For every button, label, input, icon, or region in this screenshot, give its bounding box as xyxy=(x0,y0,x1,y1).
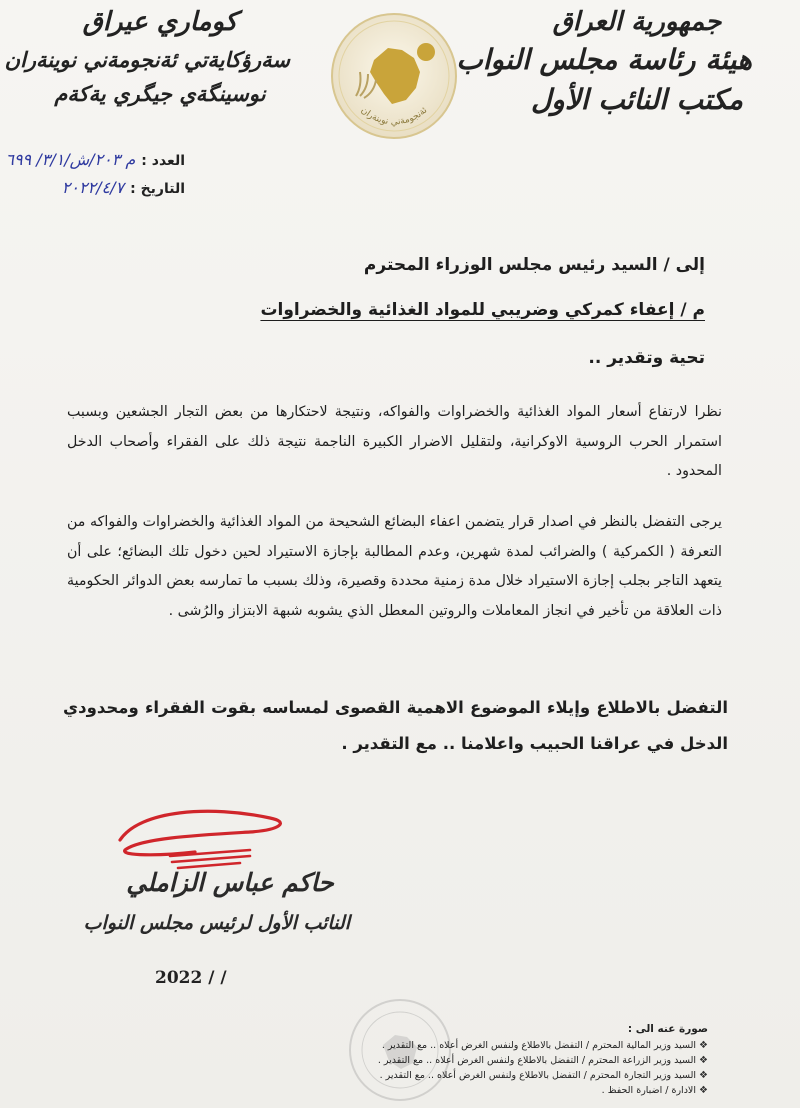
signatory-name: حاكم عباس الزاملي xyxy=(126,868,334,897)
copies-item-text: السيد وزير الزراعة المحترم / التفضل بالاطلاع ولنفس الغرض أعلاه .. مع التقدير . xyxy=(377,1055,696,1066)
signatory-title: النائب الأول لرئيس مجلس النواب xyxy=(83,912,350,934)
bullet-icon: ❖ xyxy=(699,1085,708,1096)
recipient-line: إلى / السيد رئيس مجلس الوزراء المحترم xyxy=(363,255,705,275)
copies-item xyxy=(308,1038,708,1053)
header-office-kurdish: نوسينگةي جيگري يةكةم xyxy=(54,81,266,107)
copies-item xyxy=(308,1053,708,1068)
greeting-line: تحية وتقدير .. xyxy=(588,348,705,368)
reference-number-label: العدد : xyxy=(141,153,185,169)
header-presidency: هيئة رئاسة مجلس النواب xyxy=(456,42,752,76)
body-paragraph-2: يرجى التفضل بالنظر في اصدار قرار يتضمن اعفاء البضائع الشحيحة من المواد الغذائية والخضراوات والفواكه من التعرفة ( الكمركية ) والضرائب لمدة شهرين، وعدم المطالبة بإجازة الاستيراد لحين دخول تلك البضائع؛ على أن يتعهد التاجر بجلب إجازة الاستيراد خلال مدة زمنية محددة وقصيرة، وذلك بسبب ما تمارسه بعض الدوائر الحكومية ذات العلاقة من تأخير في انجاز المعاملات والروتين المعطل الذي يشوبه شبهة الابتزاز والرُشى . xyxy=(67,514,722,619)
subject-line: م / إعفاء كمركي وضريبي للمواد الغذائية والخضراوات xyxy=(260,300,705,320)
header-country-kurdish: كوماري عيراق xyxy=(82,7,238,37)
copies-item-text: الادارة / اضبارة الحفظ . xyxy=(601,1085,696,1096)
header-office: مكتب النائب الأول xyxy=(530,83,744,117)
copies-item-text: السيد وزير المالية المحترم / التفضل بالاطلاع ولنفس الغرض أعلاه .. مع التقدير . xyxy=(381,1040,696,1051)
parliament-logo-icon xyxy=(326,8,462,144)
reference-number-row xyxy=(5,150,185,178)
header-country: جمهورية العراق xyxy=(552,7,722,37)
copies-item-text: السيد وزير التجارة المحترم / التفضل بالاطلاع ولنفس الغرض أعلاه .. مع التقدير . xyxy=(379,1070,696,1081)
reference-number-value: م ٢٠٣/ش/٣/١/ ٦٩٩ xyxy=(5,150,136,169)
logo-text: ئةنجومةني نوينةران xyxy=(358,105,430,128)
bullet-icon: ❖ xyxy=(699,1070,708,1081)
header-arabic xyxy=(456,7,752,117)
copies-block xyxy=(308,1023,708,1098)
copies-item xyxy=(308,1068,708,1083)
signature-date: 2022 / / xyxy=(155,968,227,988)
header-kurdish xyxy=(4,7,290,107)
reference-date-value: ٢٠٢٢/٤/٧ xyxy=(61,178,125,197)
reference-block xyxy=(5,150,185,206)
reference-date-row xyxy=(5,178,185,206)
body-paragraph-1: نظرا لارتفاع أسعار المواد الغذائية والخضراوات والفواكه، ونتيجة لاحتكارها من بعض التجار الجشعين وبسبب استمرار الحرب الروسية الاوكرانية، ولتقليل الاضرار الكبيرة الناجمة نتيجة ذلك على الفقراء وأصحاب الدخل المحدود . xyxy=(67,404,722,479)
copies-item xyxy=(308,1083,708,1098)
closing-paragraph: التفضل بالاطلاع وإيلاء الموضوع الاهمية القصوى لمساسه بقوت الفقراء ومحدودي الدخل في عراقنا الحبيب واعلامنا .. مع التقدير . xyxy=(63,698,728,753)
header-presidency-kurdish: سةرؤكايةتي ئةنجومةني نوينةران xyxy=(4,46,290,72)
bullet-icon: ❖ xyxy=(699,1055,708,1066)
reference-date-label: التاريخ : xyxy=(130,181,185,197)
copies-title: صورة عنه الى : xyxy=(627,1023,708,1035)
bullet-icon: ❖ xyxy=(699,1040,708,1051)
